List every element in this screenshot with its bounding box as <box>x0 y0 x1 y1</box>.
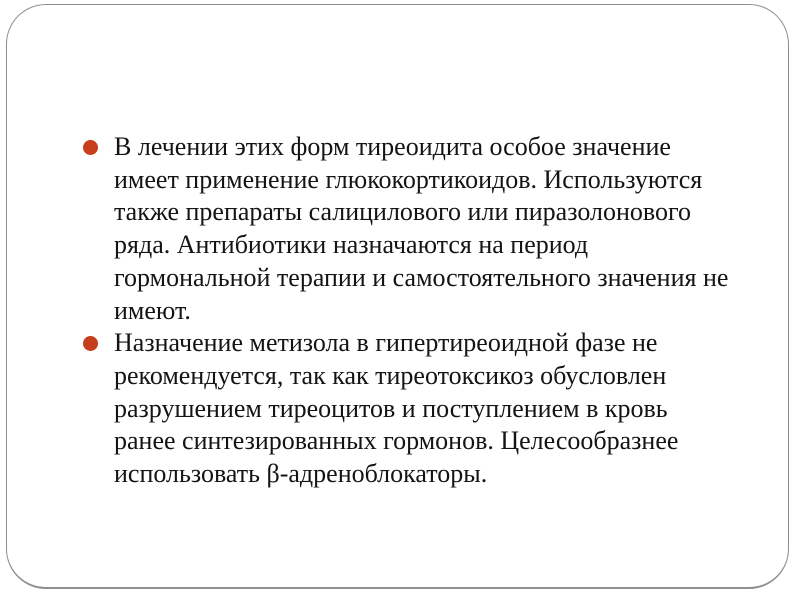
bullet-text-line: ранее синтезированных гормонов. Целесообразнее <box>114 426 679 456</box>
bullet-text-line: использовать β-адреноблокаторы. <box>114 459 488 489</box>
bullet-text-line: В лечении этих форм тиреоидита особое значение <box>114 132 671 161</box>
bullet-icon <box>83 336 98 351</box>
bullet-text-line: имеют. <box>114 295 191 325</box>
bullet-text-line: разрушением тиреоцитов и поступлением в кровь <box>114 393 668 423</box>
bullet-text-line: Назначение метизола в гипертиреоидной фазе не <box>114 328 658 358</box>
list-item <box>83 131 773 327</box>
bullet-text-line: рекомендуется, так как тиреотоксикоз обусловлен <box>114 360 667 390</box>
bullet-text-line: также препараты салицилового или пиразолонового <box>114 197 692 227</box>
bullet-text-line: имеет применение глюкокортикоидов. Используются <box>114 164 703 194</box>
list-item <box>83 327 773 491</box>
bullet-text <box>114 327 773 491</box>
bullet-text-line: ряда. Антибиотики назначаются на период <box>114 230 589 260</box>
bullet-text <box>114 131 773 327</box>
bullet-list <box>83 131 773 491</box>
bullet-icon <box>83 140 98 155</box>
bullet-text-line: гормональной терапии и самостоятельного значения не <box>114 262 729 292</box>
